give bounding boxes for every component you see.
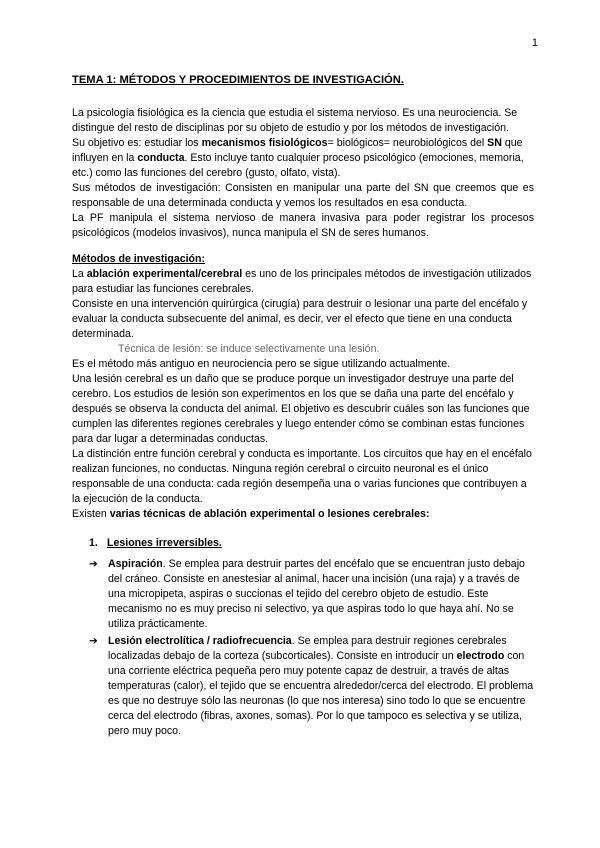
numbered-list [72, 536, 534, 739]
text-span: con una corriente eléctrica pequeña pero muy potente capaz de destruir, a través de altas temperaturas (calor), el tejido que se encuentra alrededor/cerca del electrodo. El problema es que no destruye sólo las neuronas (lo que nos interesa) sino todo lo que se encuentre cerca del electrodo (fibras, axones, somas). Por lo que tampoco es selectiva y se utiliza, pero muy poco. [108, 650, 534, 737]
text-span: = biológicos= neurobiológicos del [327, 137, 488, 149]
methods-paragraph-2: Consiste en una intervención quirúrgica (cirugía) para destruir o lesionar una parte del encéfalo y evaluar la conducta subsecuente del animal, es decir, ver el efecto que tiene en una conducta determinada. [72, 298, 528, 340]
bold-term: Aspiración [108, 558, 163, 570]
text-span: es uno de los principales métodos de investigación utilizados para estudiar las funciones cerebrales. [72, 268, 532, 295]
page-number: 1 [531, 37, 538, 49]
methods-paragraph-3: Es el método más antiguo en neurociencia pero se sigue utilizando actualmente. [72, 358, 451, 370]
intro-paragraph-2 [72, 136, 534, 181]
list-heading-text: Lesiones irreversibles. [107, 537, 222, 549]
list-number: 1. [89, 537, 98, 549]
methods-paragraph-5: La distinción entre función cerebral y conducta es importante. Los circuitos que hay en el encéfalo realizan funciones, no conductas. Ninguna región cerebral o circuito neuronal es el único responsable de una conducta: cada región desempeña una o varias funciones que contribuyen a la ejecución de la conducta. [72, 448, 532, 505]
bold-term: conducta [137, 152, 185, 164]
bold-term: varias técnicas de ablación experimental o lesiones cerebrales: [109, 508, 430, 520]
intro-paragraph-1: La psicología fisiológica es la ciencia que estudia el sistema nervioso. Es una neurociencia. Se distingue del resto de disciplinas por su objeto de estudio y por los métodos de investigación. [72, 107, 518, 134]
text-span: . Se emplea para destruir partes del encéfalo que se encuentran justo debajo del cráneo. Consiste en anestesiar al animal, hacer una incisión (una raja) y a través de una micropipeta, aspiras o succionas el tejido del cerebro objeto de estudio. Este mecanismo no es muy preciso ni selectivo, ya que aspiras todo lo que haya ahí. No se utiliza prácticamente. [108, 558, 525, 630]
technique-note: Técnica de lesión: se induce selectivamente una lesión. [118, 343, 380, 355]
page-title: TEMA 1: MÉTODOS Y PROCEDIMIENTOS DE INVESTIGACIÓN. [72, 74, 404, 86]
text-span: Su objetivo es: estudiar los [72, 137, 202, 149]
methods-paragraph-1 [72, 267, 534, 297]
text-span: La [72, 268, 87, 280]
methods-paragraph-6 [72, 507, 534, 522]
bold-term: mecanismos fisiológicos [201, 137, 328, 149]
bold-term: Lesión electrolítica / radiofrecuencia [108, 635, 292, 647]
arrow-bullet-icon: ➔ [89, 635, 98, 647]
methods-paragraph-4: Una lesión cerebral es un daño que se produce porque un investigador destruye una parte del cerebro. Los estudios de lesión son experimentos en los que se daña una parte del encéfalo y después se observa la conducta del animal. El objetivo es descubrir cuáles son las funciones que cumplen las diferentes regiones cerebrales y luego entender cómo se combinan estas funciones para dar lugar a determinadas conductas. [72, 373, 530, 445]
text-span: Existen [72, 508, 110, 520]
list-item [89, 557, 534, 632]
list-item [89, 634, 534, 739]
document-body [72, 73, 534, 741]
bold-term: ablación experimental/cerebral [86, 268, 243, 280]
text-span: . Se emplea para destruir regiones cerebrales localizadas debajo de la corteza (subcorticales). Consiste en introducir un [108, 635, 507, 662]
text-span: . Esto incluye tanto cualquier proceso psicológico (emociones, memoria, etc.) como las funciones del cerebro (gusto, olfato, vista). [72, 152, 524, 179]
list-heading [89, 536, 534, 551]
intro-paragraph-3: Sus métodos de investigación: Consisten en manipular una parte del SN que creemos que es responsable de una determinada conducta y vemos los resultados en esa conducta. [72, 182, 534, 209]
intro-paragraph-4: La PF manipula el sistema nervioso de manera invasiva para poder registrar los procesos psicológicos (modelos invasivos), nunca manipula el SN de seres humanos. [72, 212, 534, 239]
bold-term: SN [487, 137, 502, 149]
bold-term: electrodo [456, 650, 505, 662]
arrow-bullet-icon: ➔ [89, 558, 98, 570]
text-span: que influyen en la [72, 137, 523, 164]
section-heading: Métodos de investigación: [72, 253, 206, 265]
